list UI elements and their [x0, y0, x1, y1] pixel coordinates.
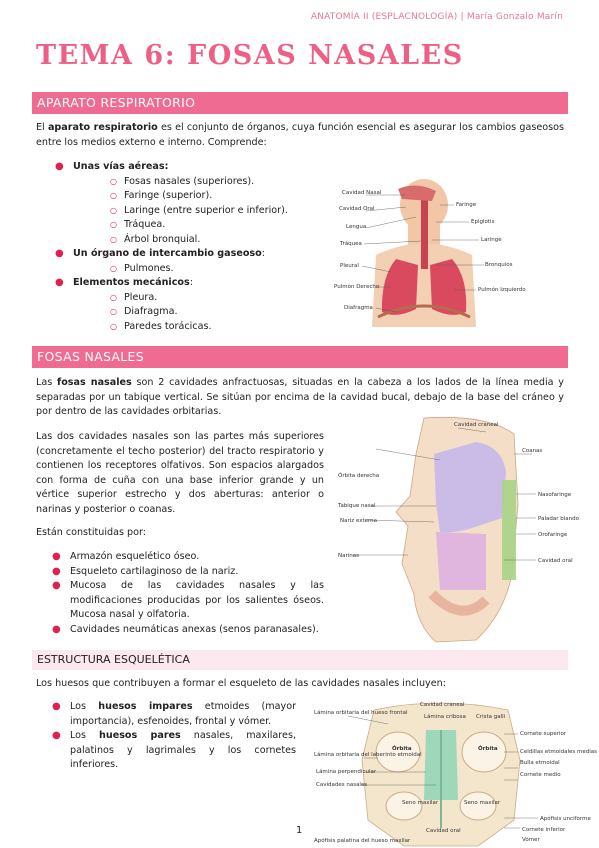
circle-bullet-icon: ○: [110, 263, 117, 273]
fig3-label: Vómer: [522, 837, 540, 843]
list-item-text: Cavidades neumáticas anexas (senos paranasales).: [70, 623, 319, 635]
fig1-label: Pulmón Derecho: [334, 284, 380, 290]
list-item-text: Paredes torácicas.: [124, 320, 212, 332]
fig3-label: Lámina orbitaria del hueso frontal: [314, 710, 408, 716]
fig3-label: Celdillas etmoidales medias: [520, 749, 597, 755]
left-orbit-shape: [462, 732, 506, 772]
list-item: [55, 175, 335, 190]
fosas-p1-pre: Las: [36, 377, 58, 388]
fig2-label: Nariz externa: [340, 518, 378, 524]
page-title: TEMA 6: FOSAS NASALES: [36, 40, 464, 71]
nasal-cavity-highlight-shape: [434, 442, 506, 532]
list-item: [52, 623, 324, 638]
list-item-text: Armazón esquelético óseo.: [70, 551, 200, 562]
fig2-label: Paladar blando: [538, 516, 579, 522]
fosas-list: [52, 550, 324, 637]
list-item: [55, 233, 335, 248]
fig1-label: Tráquea: [340, 241, 362, 247]
fosas-p1-post: son 2 cavidades anfractuosas, situadas en la cabeza a los lados de la línea media y separadas por un tabique vertical. Se sitúan por encima de la cavidad bucal, debajo de la base del cráneo y por dentro de las cavidades orbitarias.: [36, 377, 564, 417]
bullet-icon: ●: [52, 565, 61, 577]
fig3-label: Lámina perpendicular: [316, 769, 377, 775]
list-item: [52, 579, 324, 623]
fig1-label: Cavidad Oral: [339, 206, 375, 212]
list-item-text: Fosas nasales (superiores).: [124, 175, 255, 187]
fig1-label: Cavidad Nasal: [342, 190, 382, 196]
bullet-icon: ●: [55, 161, 64, 172]
nasal-skeleton-coronal-figure: [308, 700, 597, 846]
esq-b1-pre: Los: [70, 701, 99, 712]
list-item-text: Árbol bronquial.: [124, 233, 201, 245]
circle-bullet-icon: ○: [110, 321, 117, 331]
list-item: [55, 218, 335, 233]
list-item-text: [70, 729, 296, 773]
oral-region-shape: [436, 532, 486, 590]
fig1-label: Pleural: [340, 263, 359, 269]
esq-list: [52, 700, 296, 773]
fig1-label: Faringe: [456, 202, 477, 208]
bullet-icon: ●: [52, 730, 61, 741]
circle-bullet-icon: ○: [110, 220, 117, 229]
resp-group-2-colon: :: [261, 248, 265, 259]
intro-post: es el conjunto de órganos, cuya función esencial es asegurar los cambios gaseosos entre los medios externo e interno. Comprende:: [36, 122, 564, 148]
circle-bullet-icon: ○: [110, 205, 117, 215]
list-item-text: Tráquea.: [124, 219, 166, 230]
esq-b2-bold: huesos pares: [99, 730, 181, 741]
fig3-label: Cornete superior: [520, 731, 567, 737]
list-item-text: Pulmones.: [124, 262, 174, 274]
fosas-paragraph-1: [36, 376, 564, 420]
fig2-label: Cavidad craneal: [454, 422, 499, 428]
bullet-icon: ●: [52, 623, 61, 635]
fig2-label: Orofaringe: [538, 532, 568, 538]
list-item-text: Faringe (superior).: [124, 190, 213, 201]
intro-paragraph: [36, 121, 564, 150]
fig2-label: Tabique nasal: [338, 503, 376, 509]
list-item: [55, 291, 335, 306]
running-header: ANATOMÍA II (ESPLACNOLOGÍA) | María Gonzalo Marín: [310, 12, 563, 22]
list-item: [52, 550, 324, 565]
list-item-text: Esqueleto cartilaginoso de la nariz.: [70, 565, 239, 577]
section-heading-fosas-nasales: FOSAS NASALES: [32, 346, 568, 368]
list-item-text: Diafragma.: [124, 306, 178, 317]
fig3-label: Cavidades nasales: [316, 782, 368, 788]
fig3-label: Lámina cribosa: [424, 714, 466, 720]
list-item-text: Pleura.: [124, 291, 158, 303]
esq-b1-post: etmoides (mayor importancia), esfenoides, frontal y vómer.: [70, 701, 297, 727]
fig1-label: Bronquios: [485, 262, 513, 268]
fig3-label: Seno maxilar: [464, 800, 501, 806]
fig2-label: Coanas: [522, 448, 543, 454]
fig3-label: Lámina orbitaria del laberinto etmoidal: [314, 752, 422, 758]
nasal-cavity-sagittal-figure: [336, 414, 579, 646]
list-item: [55, 204, 335, 219]
fig1-label: Diafragma: [344, 305, 373, 311]
fig3-label: Cavidad oral: [426, 828, 461, 834]
fig3-label: Órbita: [392, 746, 412, 752]
resp-group-2-label: Un órgano de intercambio gaseoso: [73, 248, 262, 259]
fig3-label: Cornete medio: [520, 772, 561, 778]
fosas-p1-bold: fosas nasales: [57, 377, 132, 388]
resp-group-1-label: Unas vías aéreas:: [73, 161, 169, 172]
bullet-icon: ●: [52, 701, 61, 712]
bullet-icon: ●: [52, 580, 61, 591]
list-item-text: Mucosa de las cavidades nasales y las modificaciones producidas por los salientes óseos. Mucosa nasal y olfatoria.: [70, 580, 324, 620]
list-item: [55, 305, 335, 320]
fig3-label: Seno maxilar: [402, 800, 439, 806]
circle-bullet-icon: ○: [110, 292, 117, 302]
fig1-label: Lengua: [346, 224, 367, 230]
list-item-text: [70, 700, 296, 729]
right-maxillary-sinus-shape: [386, 792, 422, 820]
intro-pre: El: [36, 122, 48, 133]
fig1-label: Epiglotis: [471, 219, 495, 225]
bullet-icon: ●: [55, 277, 64, 288]
fig2-label: Cavidad oral: [538, 558, 573, 564]
list-item: [55, 262, 335, 277]
list-item: [52, 729, 296, 773]
resp-group-2: [55, 247, 335, 262]
circle-bullet-icon: ○: [110, 191, 117, 200]
intro-bold: aparato respiratorio: [47, 122, 158, 133]
pharynx-highlight-shape: [502, 480, 516, 580]
fig2-label: Narinas: [338, 553, 359, 559]
circle-bullet-icon: ○: [110, 307, 117, 316]
list-item-text: Laringe (entre superior e inferior).: [124, 204, 288, 216]
list-item: [55, 320, 335, 335]
resp-group-1: [55, 160, 335, 175]
section-heading-estructura-esqueletica: ESTRUCTURA ESQUELÉTICA: [32, 650, 568, 670]
circle-bullet-icon: ○: [110, 234, 117, 244]
fosas-paragraph-3: Están constituidas por:: [36, 527, 146, 538]
fig3-label: Apófisis palatina del hueso maxilar: [314, 838, 411, 844]
fosas-paragraph-2: Las dos cavidades nasales son las partes más superiores (concretamente el techo posterior) del tracto respiratorio y contienen los receptores olfativos. Son espacios alargados con forma de cuña con una base inferior grande y un vértice superior estrecho y dos aberturas: anterior o narinas y posterior o coanas.: [36, 431, 324, 515]
page-number: 1: [296, 825, 303, 836]
list-item: [55, 189, 335, 204]
list-item: [52, 700, 296, 729]
fig3-label: Cornete inferior: [522, 827, 566, 833]
fig1-label: Laringe: [481, 237, 502, 243]
trachea-shape: [421, 199, 428, 269]
circle-bullet-icon: ○: [110, 176, 117, 186]
esq-b2-post: nasales, maxilares, palatinos y lagrimales y los cornetes inferiores.: [70, 730, 296, 770]
fig3-label: Apófisis unciforme: [540, 816, 591, 822]
resp-group-3-colon: :: [189, 277, 193, 288]
section-heading-aparato-respiratorio: APARATO RESPIRATORIO: [32, 92, 568, 114]
fig3-label: Órbita: [478, 746, 498, 752]
left-maxillary-sinus-shape: [460, 792, 496, 820]
esq-b1-bold: huesos impares: [98, 701, 193, 712]
respiratory-system-figure: [336, 177, 526, 327]
resp-group-3: [55, 276, 335, 291]
resp-group-3-label: Elementos mecánicos: [73, 277, 190, 288]
bullet-icon: ●: [55, 248, 64, 259]
esq-intro: Los huesos que contribuyen a formar el esqueleto de las cavidades nasales incluyen:: [36, 678, 446, 689]
bullet-icon: ●: [52, 551, 61, 562]
fig3-label: Cavidad craneal: [420, 702, 465, 708]
fig2-label: Órbita derecha: [338, 473, 380, 479]
resp-list: [55, 160, 335, 334]
fig3-label: Bulla etmoidal: [520, 760, 560, 766]
fig3-label: Crista galli: [476, 714, 506, 720]
esq-b2-pre: Los: [70, 730, 100, 741]
fig2-label: Nasofaringe: [538, 492, 572, 498]
list-item: [52, 565, 324, 580]
fig1-label: Pulmón Izquierdo: [478, 287, 526, 293]
